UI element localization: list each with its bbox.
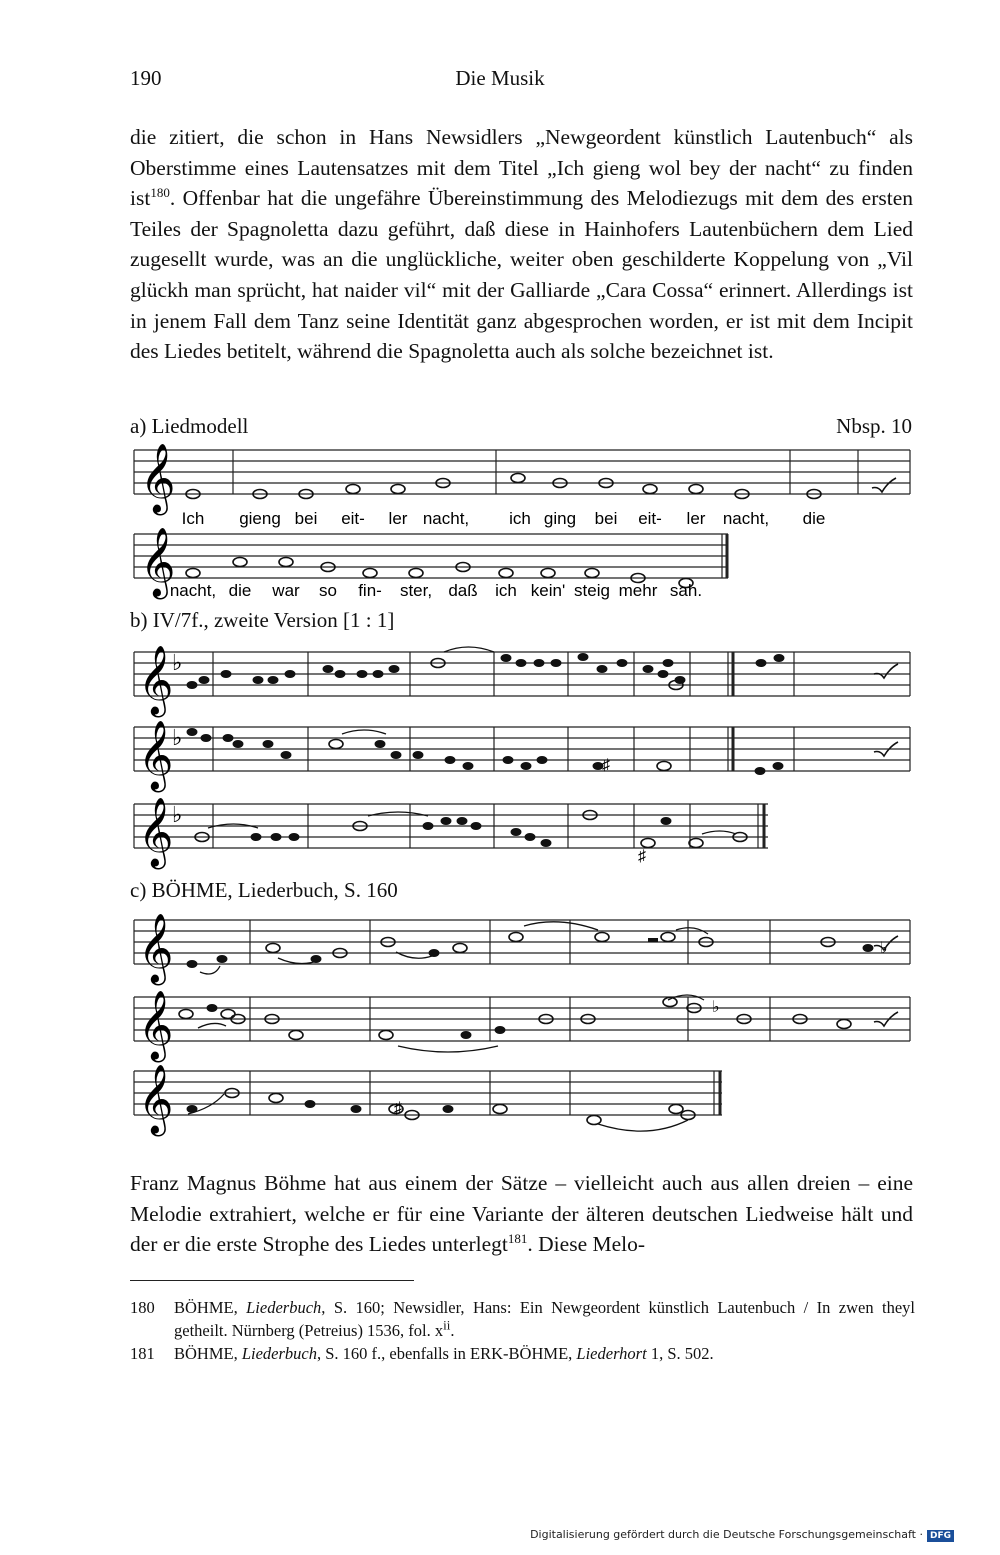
body-line: Identität ganz abgesprochen worden, er ist mit dem Incipit des Liedes betitelt,: [130, 308, 913, 364]
running-title: Die Musik: [455, 66, 545, 90]
body-line: mit dem des ersten Teiles der Spagnoletta dazu geführt, daß diese in Hainhofers: [130, 186, 913, 241]
footnote-text: [174, 1342, 915, 1365]
body-line: – eine Melodie extrahiert, welche er für eine Variante der älteren deutschen: [130, 1171, 914, 1226]
footnote-181: [130, 1342, 915, 1365]
work-title: Liederbuch: [241, 1344, 317, 1363]
treble-clef-icon: 𝄞: [140, 529, 176, 595]
music-example-b: [128, 640, 916, 865]
lyric: ler: [388, 509, 408, 528]
treble-clef-icon: 𝄞: [138, 722, 174, 788]
lyric: die: [802, 509, 826, 528]
lyric: bei: [294, 509, 318, 528]
body-line: Lautenbüchern dem Lied zugesellt wurde, was an die unglückliche, weiter oben: [130, 216, 914, 272]
lyric: daß: [448, 581, 478, 600]
music-example-c: [128, 908, 916, 1143]
citation-end: 1, S. 502.: [646, 1344, 714, 1363]
sharp-icon: ♯: [638, 848, 646, 865]
footnote-ref[interactable]: 181: [507, 1231, 528, 1247]
example-b-label: b) IV/7f., zweite Version [1 : 1]: [130, 608, 395, 632]
body-line: . Diese Melo-: [527, 1232, 646, 1257]
example-c-label: c) BÖHME, Liederbuch, S. 160: [130, 878, 398, 902]
example-number: Nbsp. 10: [836, 414, 912, 438]
lyric: ler: [686, 509, 706, 528]
lyric: nacht,: [722, 509, 770, 528]
treble-clef-icon: 𝄞: [138, 1066, 174, 1132]
lyric: die: [228, 581, 252, 600]
treble-clef-icon: 𝄞: [138, 992, 174, 1058]
lyric: eit-: [341, 509, 365, 528]
footnote-number: 181: [130, 1344, 155, 1363]
footnote-text: [174, 1296, 915, 1342]
flat-icon: ♭: [172, 725, 183, 750]
closing-paragraph: [130, 1168, 913, 1260]
custos-icon: [872, 478, 896, 492]
treble-clef-icon: 𝄞: [138, 799, 174, 865]
work-title: Liederbuch: [246, 1298, 322, 1317]
page-number: 190: [130, 66, 162, 90]
work-title: Liederhort: [576, 1344, 647, 1363]
folio-sup: ii: [443, 1317, 451, 1333]
footnote-ref[interactable]: 180: [150, 185, 170, 201]
flat-icon: ♭: [880, 940, 888, 957]
example-a-label: a) Liedmodell: [130, 414, 249, 438]
footer-text: Digitalisierung gefördert durch die Deutsche Forschungsgemeinschaft ·: [530, 1528, 923, 1541]
flat-icon: ♭: [172, 650, 183, 675]
lyric: sah.: [669, 581, 703, 600]
treble-clef-icon: 𝄞: [140, 445, 176, 511]
lyric: war: [272, 581, 300, 600]
lyric: so: [319, 581, 337, 600]
lyric: kein': [530, 581, 566, 600]
flat-icon: ♭: [712, 999, 720, 1016]
body-line: zu finden ist: [130, 155, 914, 211]
sharp-icon: ♯: [602, 757, 610, 774]
citation-end: .: [450, 1321, 455, 1340]
lyric: nacht,: [169, 581, 217, 600]
footnote-number: 180: [130, 1298, 155, 1317]
body-line: die zitiert, die schon in Hans Newsidlers „Newgeordent künstlich Lautenbuch“: [130, 125, 877, 149]
funding-footer: [530, 1528, 954, 1542]
body-line: während die Spagnoletta auch als solche bezeichnet ist.: [297, 339, 774, 364]
body-line: Liedweise hält und der er die erste Strophe des Liedes unterlegt: [130, 1201, 914, 1257]
body-line: als Oberstimme eines Lautensatzes mit dem Titel „Ich gieng wol bey der nacht“: [130, 125, 914, 180]
lyric: ster,: [399, 581, 433, 600]
author: BÖHME,: [174, 1298, 247, 1317]
body-line: Franz Magnus Böhme hat aus einem der Sätze – vielleicht auch aus allen dreien: [130, 1171, 851, 1195]
music-example-a: [128, 440, 916, 610]
lyric: eit-: [638, 509, 662, 528]
footnote-180: [130, 1296, 915, 1342]
body-paragraph: [130, 122, 913, 367]
lyric: Ich: [181, 509, 205, 528]
lyric: ich: [495, 581, 517, 600]
footnote-rule: [130, 1280, 414, 1281]
lyric: ich: [509, 509, 531, 528]
dfg-logo[interactable]: DFG: [927, 1530, 954, 1542]
body-line: . Offenbar hat die ungefähre Übereinstimmung des Melodiezugs: [169, 186, 738, 211]
lyric: steig: [574, 581, 610, 600]
lyric: ging: [543, 509, 577, 528]
flat-icon: ♭: [172, 802, 183, 827]
custos-icon: [874, 664, 898, 678]
lyric: mehr: [618, 581, 658, 600]
author: BÖHME,: [174, 1344, 242, 1363]
treble-clef-icon: 𝄞: [138, 915, 174, 981]
sharp-icon: ♯: [394, 1100, 402, 1117]
body-line: geschilderte Koppelung von „Vil glückh man sprücht, hat naider vil“ mit der: [130, 247, 914, 302]
lyric: fin-: [358, 581, 382, 600]
citation: , S. 160 f., ebenfalls in ERK-BÖHME,: [317, 1344, 577, 1363]
lyric: gieng: [239, 509, 281, 528]
lyric: bei: [594, 509, 618, 528]
treble-clef-icon: 𝄞: [138, 647, 174, 713]
lyric: nacht,: [422, 509, 470, 528]
citation: , S. 160; Newsidler, Hans: Ein Newgeordent künstlich Lautenbuch / In zwen theyl getheilt. Nürnberg (Petreius) 1536, fol. x: [174, 1298, 915, 1340]
body-line: Galliarde „Cara Cossa“ erinnert. Allerdings ist in jenem Fall dem Tanz seine: [130, 277, 913, 333]
